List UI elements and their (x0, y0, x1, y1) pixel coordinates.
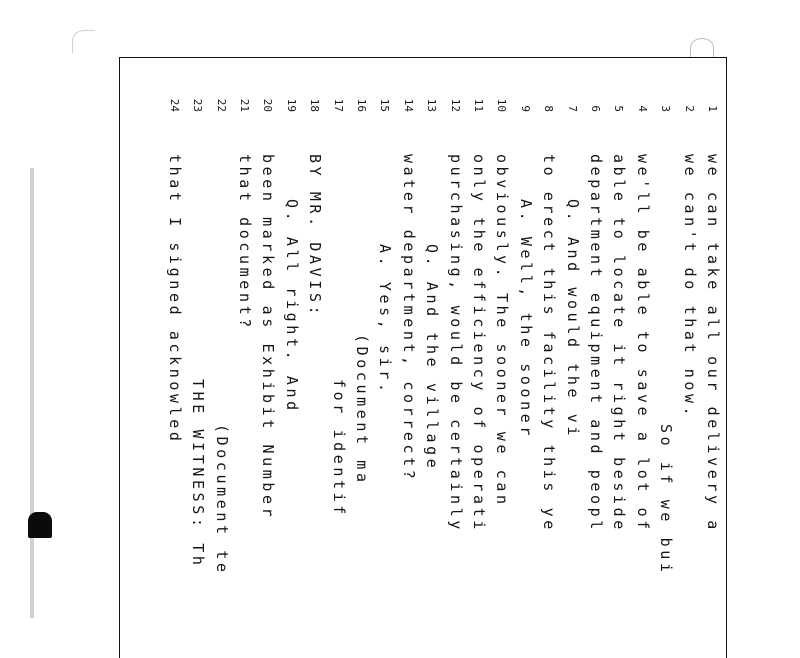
line-number: 9 (518, 105, 532, 112)
line-number: 3 (659, 105, 673, 112)
line-text: that I signed acknowled (165, 154, 184, 445)
line-text: THE WITNESS: Th (189, 379, 208, 569)
line-number: 24 (167, 98, 181, 112)
line-number: 6 (589, 105, 602, 112)
punch-hole-right (690, 38, 714, 57)
line-number: 7 (565, 105, 579, 112)
punch-hole-left (72, 30, 95, 53)
line-number: 15 (378, 98, 392, 112)
line-number: 19 (284, 98, 298, 112)
line-number: 20 (261, 98, 275, 112)
line-text: only the efficiency of operati (470, 154, 488, 533)
binder-clip (28, 512, 52, 538)
line-text: Q. And the village (423, 244, 442, 472)
line-number: 1 (706, 105, 719, 112)
line-text: purchasing, would be certainly (446, 154, 465, 533)
line-text: to erect this facility this ye (540, 154, 559, 533)
line-text: been marked as Exhibit Number (259, 154, 278, 521)
line-text: we can take all our delivery a (704, 154, 722, 533)
line-number: 23 (191, 98, 205, 112)
line-text: Q. All right. And (282, 199, 301, 414)
line-text: able to locate it right beside (610, 154, 629, 533)
line-number: 8 (542, 105, 556, 112)
line-text: A. Well, the sooner (516, 199, 535, 439)
line-text: we'll be able to save a lot of (633, 154, 652, 533)
line-text: that document? (236, 154, 254, 331)
line-text: (Document ma (353, 334, 371, 486)
line-text: we can't do that now. (680, 154, 699, 420)
line-number: 16 (355, 98, 368, 112)
line-text: BY MR. DAVIS: (306, 154, 325, 319)
line-number: 10 (495, 98, 509, 112)
line-number: 4 (635, 105, 649, 112)
line-number: 14 (401, 98, 415, 112)
line-text: water department, correct? (399, 154, 418, 483)
line-number: 18 (308, 98, 322, 112)
transcript-text-rotated (124, 92, 724, 652)
line-text: department equipment and peopl (587, 154, 605, 533)
binder-strip (30, 168, 34, 618)
line-number: 11 (472, 98, 485, 112)
line-number: 13 (425, 98, 439, 112)
line-text: obviously. The sooner we can (493, 154, 512, 508)
line-number: 5 (612, 105, 626, 112)
line-text: So if we bui (657, 424, 676, 576)
line-number: 21 (238, 98, 251, 112)
line-number: 2 (682, 105, 696, 112)
line-number: 12 (448, 98, 462, 112)
line-text: for identif (329, 379, 348, 518)
line-text: A. Yes, sir. (376, 244, 395, 396)
line-text: Q. And would the vi (563, 199, 582, 439)
line-number: 22 (214, 98, 228, 112)
line-number: 17 (331, 98, 345, 112)
line-text: (Document te (212, 424, 231, 576)
